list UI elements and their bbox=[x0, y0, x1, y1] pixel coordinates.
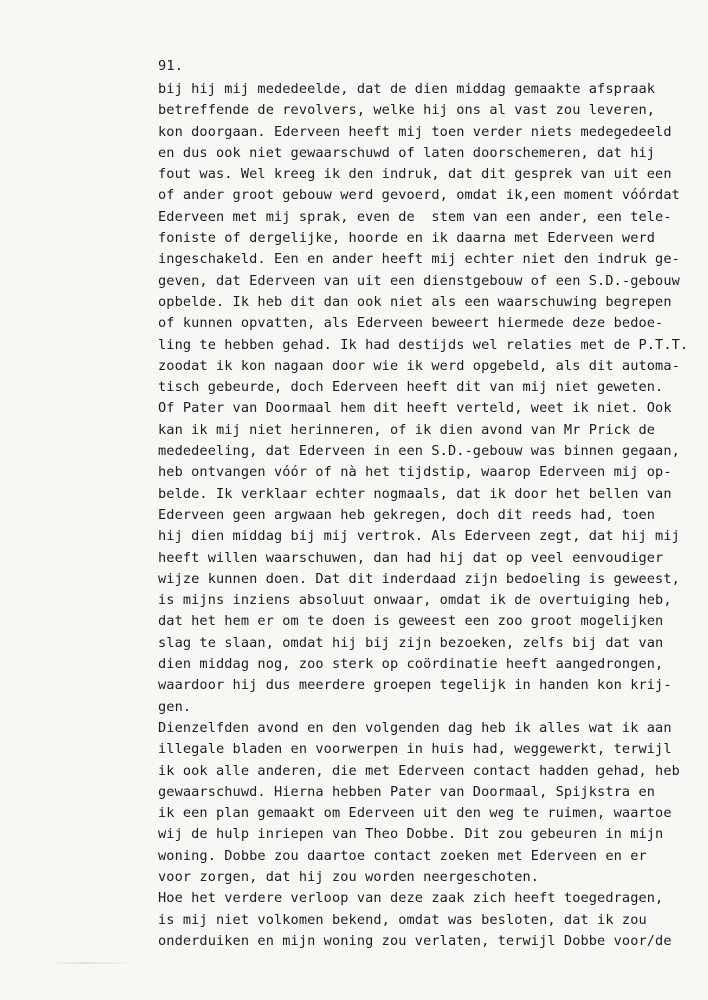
text-line: waardoor hij dus meerdere groepen tegelijk in handen kon krij- bbox=[158, 677, 672, 694]
text-line: heb ontvangen vóór of nà het tijdstip, waarop Ederveen mij op- bbox=[158, 464, 672, 481]
text-line: belde. Ik verklaar echter nogmaals, dat ik door het bellen van bbox=[158, 485, 672, 502]
text-line: en dus ook niet gewaarschuwd of laten doorschemeren, dat hij bbox=[158, 144, 656, 161]
text-line: of kunnen opvatten, als Ederveen beweert hiermede deze bedoe- bbox=[158, 315, 664, 332]
text-line: foniste of dergelijke, hoorde en ik daarna met Ederveen werd bbox=[158, 230, 656, 247]
text-line: mededeeling, dat Ederveen in een S.D.-gebouw was binnen gegaan, bbox=[158, 443, 680, 460]
text-line: kan ik mij niet herinneren, of ik dien avond van Mr Prick de bbox=[158, 421, 656, 438]
text-line: zoodat ik kon nagaan door wie ik werd opgebeld, als dit automa- bbox=[158, 357, 680, 374]
text-line: fout was. Wel kreeg ik den indruk, dat dit gesprek van uit een bbox=[158, 166, 672, 183]
body-text bbox=[158, 79, 698, 952]
text-line: ik een plan gemaakt om Ederveen uit den weg te ruimen, waartoe bbox=[158, 805, 672, 822]
text-line: slag te slaan, omdat hij bij zijn bezoeken, zelfs bij dat van bbox=[158, 634, 664, 651]
text-line: is mijns inziens absoluut onwaar, omdat ik de overtuiging heb, bbox=[158, 592, 672, 609]
text-line: dien middag nog, zoo sterk op coördinatie heeft aangedrongen, bbox=[158, 656, 664, 673]
text-line: hij dien middag bij mij vertrok. Als Ederveen zegt, dat hij mij bbox=[158, 528, 680, 545]
text-line: Of Pater van Doormaal hem dit heeft verteld, weet ik niet. Ook bbox=[158, 400, 672, 417]
text-line: kon doorgaan. Ederveen heeft mij toen verder niets medegedeeld bbox=[158, 123, 672, 140]
text-line: ling te hebben gehad. Ik had destijds wel relaties met de P.T.T. bbox=[158, 336, 689, 353]
text-line: woning. Dobbe zou daartoe contact zoeken met Ederveen en er bbox=[158, 847, 647, 864]
text-line: Hoe het verdere verloop van deze zaak zich heeft toegedragen, bbox=[158, 890, 664, 907]
text-line: of ander groot gebouw werd gevoerd, omdat ik,een moment vóórdat bbox=[158, 187, 680, 204]
text-line: dat het hem er om te doen is geweest een zoo groot mogelijken bbox=[158, 613, 664, 630]
text-line: Ederveen geen argwaan heb gekregen, doch dit reeds had, toen bbox=[158, 506, 656, 523]
paper-smudge bbox=[48, 962, 138, 964]
text-line: illegale bladen en voorwerpen in huis had, weggewerkt, terwijl bbox=[158, 741, 672, 758]
text-line: Dienzelfden avond en den volgenden dag heb ik alles wat ik aan bbox=[158, 719, 672, 736]
text-line: gewaarschuwd. Hierna hebben Pater van Doormaal, Spijkstra en bbox=[158, 783, 656, 800]
text-line: is mij niet volkomen bekend, omdat was besloten, dat ik zou bbox=[158, 911, 647, 928]
page-number: 91. bbox=[158, 58, 184, 74]
text-line: wijze kunnen doen. Dat dit inderdaad zijn bedoeling is geweest, bbox=[158, 570, 680, 587]
text-line: onderduiken en mijn woning zou verlaten, terwijl Dobbe voor/de bbox=[158, 932, 672, 949]
text-line: geven, dat Ederveen van uit een dienstgebouw of een S.D.-gebouw bbox=[158, 272, 680, 289]
text-line: ik ook alle anderen, die met Ederveen contact hadden gehad, heb bbox=[158, 762, 680, 779]
text-line: wij de hulp inriepen van Theo Dobbe. Dit zou gebeuren in mijn bbox=[158, 826, 664, 843]
text-line: opbelde. Ik heb dit dan ook niet als een waarschuwing begrepen bbox=[158, 293, 672, 310]
text-line: tisch gebeurde, doch Ederveen heeft dit van mij niet geweten. bbox=[158, 379, 664, 396]
text-line: heeft willen waarschuwen, dan had hij dat op veel eenvoudiger bbox=[158, 549, 664, 566]
text-line: voor zorgen, dat hij zou worden neergeschoten. bbox=[158, 868, 540, 885]
text-line: ingeschakeld. Een en ander heeft mij echter niet den indruk ge- bbox=[158, 251, 680, 268]
text-line: betreffende de revolvers, welke hij ons al vast zou leveren, bbox=[158, 102, 656, 119]
text-line: Ederveen met mij sprak, even de stem van een ander, een tele- bbox=[158, 208, 672, 225]
text-line: bij hij mij mededeelde, dat de dien middag gemaakte afspraak bbox=[158, 81, 656, 97]
text-line: gen. bbox=[158, 698, 192, 715]
